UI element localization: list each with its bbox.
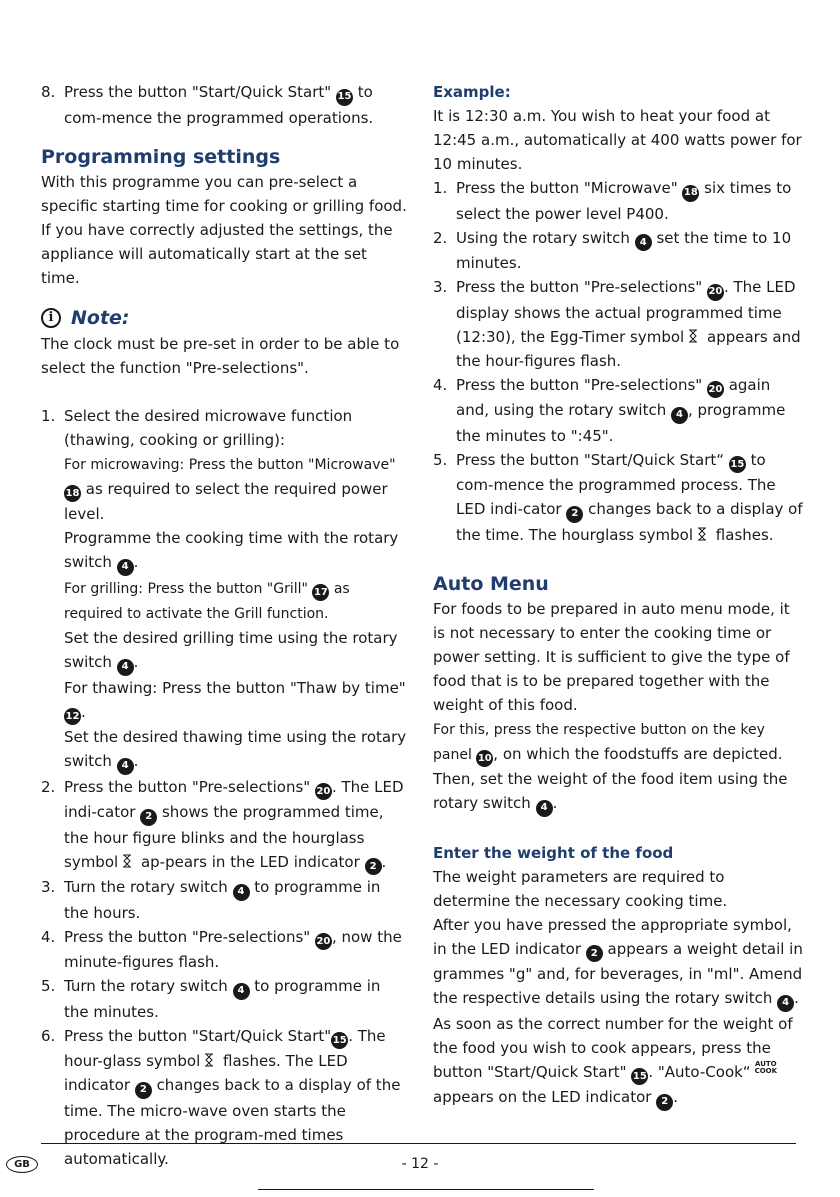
ref-badge: 12 <box>64 708 81 725</box>
example-step-list <box>433 176 805 547</box>
ref-badge: 2 <box>656 1094 673 1111</box>
ref-badge: 4 <box>635 234 652 251</box>
ref-badge: 18 <box>64 485 81 502</box>
example-step-3: 3. Press the button "Pre-selections" 20 . The LED display shows the actual programmed time (12:30), the Egg-Timer symbol appears and the hour-figures flash. <box>433 278 801 370</box>
hourglass-icon <box>122 854 132 868</box>
step-6: 6. Press the button "Start/Quick Start" 15 . The hour-glass symbol flashes. The LED indicator 2 changes back to a display of the time. The micro-wave oven starts the procedure at the program-med times automatically. <box>41 1026 401 1168</box>
ref-badge: 2 <box>566 506 583 523</box>
ref-badge: 2 <box>140 809 157 826</box>
ref-badge: 4 <box>117 659 134 676</box>
paragraph: For foods to be prepared in auto menu mode, it is not necessary to enter the cooking time or power setting. It is sufficient to give the type of food that is to be prepared together with the weight of this food. <box>433 599 790 714</box>
paragraph: It is 12:30 a.m. You wish to heat your food at 12:45 a.m., automatically at 400 watts power for 10 minutes. <box>433 107 802 173</box>
info-icon: i <box>41 308 61 328</box>
note-heading: i Note: <box>41 304 408 332</box>
ref-badge: 4 <box>536 800 553 817</box>
page-number: - 12 - <box>401 1156 439 1172</box>
hourglass-icon <box>204 1053 214 1067</box>
example-step-5: 5. Press the button "Start/Quick Start“ 15 to com-mence the programmed process. The LED indi-cator 2 changes back to a display of the time. The hourglass symbol flashes. <box>433 450 803 544</box>
paragraph: The weight parameters are required to determine the necessary cooking time. <box>433 867 728 910</box>
auto-cook-icon: AUTO COOK <box>754 1059 778 1075</box>
language-badge: GB <box>6 1156 38 1173</box>
ref-badge: 2 <box>365 858 382 875</box>
ref-badge: 18 <box>682 185 699 202</box>
ref-badge: 4 <box>233 884 250 901</box>
ref-badge: 4 <box>117 559 134 576</box>
ref-badge: 4 <box>117 758 134 775</box>
example-step-2: 2. Using the rotary switch 4 set the time to 10 minutes. <box>433 228 792 272</box>
example-step-4: 4. Press the button "Pre-selections" 20 again and, using the rotary switch 4 , programme the minutes to ":45". <box>433 375 786 445</box>
paragraph: With this programme you can pre-select a specific starting time for cooking or grilling food. If you have correctly adjusted the settings, the appliance will automatically start at the set time. <box>41 172 407 287</box>
ref-badge: 4 <box>233 983 250 1000</box>
paragraph: For this, press the respective button on the key panel 10 , on which the foodstuffs are depicted. Then, set the weight of the food item using the rotary switch 4 . <box>433 717 805 817</box>
ref-badge: 15 <box>729 456 746 473</box>
left-column <box>41 80 408 1171</box>
ref-badge: 15 <box>331 1032 348 1049</box>
paragraph: After you have pressed the appropriate symbol, in the LED indicator 2 appears a weight detail in grammes "g" and, for beverages, in "ml". Amend the respective details using the rotary switch 4 . <box>433 913 805 1012</box>
step-4: 4. Press the button "Pre-selections" 20 , now the minute-figures flash. <box>41 927 402 971</box>
step-5: 5. Turn the rotary switch 4 to programme in the minutes. <box>41 977 381 1021</box>
step-8: 8. Press the button "Start/Quick Start" 15 to com-mence the programmed operations. <box>41 83 374 127</box>
step-list <box>41 404 408 1171</box>
ref-badge: 17 <box>312 584 329 601</box>
ref-badge: 2 <box>135 1082 152 1099</box>
bottom-rule <box>258 1189 594 1190</box>
section-heading: Programming settings <box>41 145 281 168</box>
ref-badge: 20 <box>707 381 724 398</box>
ref-badge: 10 <box>476 750 493 767</box>
ref-badge: 2 <box>586 945 603 962</box>
ref-badge: 20 <box>315 783 332 800</box>
step-1: 1. Select the desired microwave function (thawing, cooking or grilling): For microwaving: Press the button "Microwave" 18 as required to select the required power level. Programme the cooking time with the rotary switch 4 . For grilling: Press the button "Grill" 17 as required to activate the Grill function. Set the desired grilling time using the rotary switch 4 . For thawing: Press the button "Thaw by time" 12 . Set the desired thawing time using the rotary switch 4 . <box>41 404 408 775</box>
ref-badge: 20 <box>315 933 332 950</box>
ref-badge: 15 <box>336 89 353 106</box>
note-text: The clock must be pre-set in order to be able to select the function "Pre-selections". <box>41 334 400 377</box>
ref-badge: 20 <box>707 284 724 301</box>
hourglass-icon <box>697 527 707 541</box>
footer-divider <box>41 1143 796 1144</box>
section-heading: Auto Menu <box>433 572 549 595</box>
example-heading: Example: <box>433 83 511 101</box>
hourglass-icon <box>688 329 698 343</box>
ref-badge: 4 <box>777 995 794 1012</box>
step-3: 3. Turn the rotary switch 4 to programme in the hours. <box>41 878 381 922</box>
paragraph: As soon as the correct number for the weight of the food you wish to cook appears, press the button "Start/Quick Start" 15 . "Auto-Cook“ AUTO COOK appears on the LED indicator 2 . <box>433 1012 805 1111</box>
ref-badge: 15 <box>631 1068 648 1085</box>
subsection-heading: Enter the weight of the food <box>433 843 674 862</box>
ref-badge: 4 <box>671 407 688 424</box>
right-column <box>433 80 805 1111</box>
step-2: 2. Press the button "Pre-selections" 20 . The LED indi-cator 2 shows the programmed time, the hour figure blinks and the hourglass symbol ap-pears in the LED indicator 2 . <box>41 775 408 876</box>
example-step-1: 1. Press the button "Microwave" 18 six times to select the power level P400. <box>433 179 792 223</box>
